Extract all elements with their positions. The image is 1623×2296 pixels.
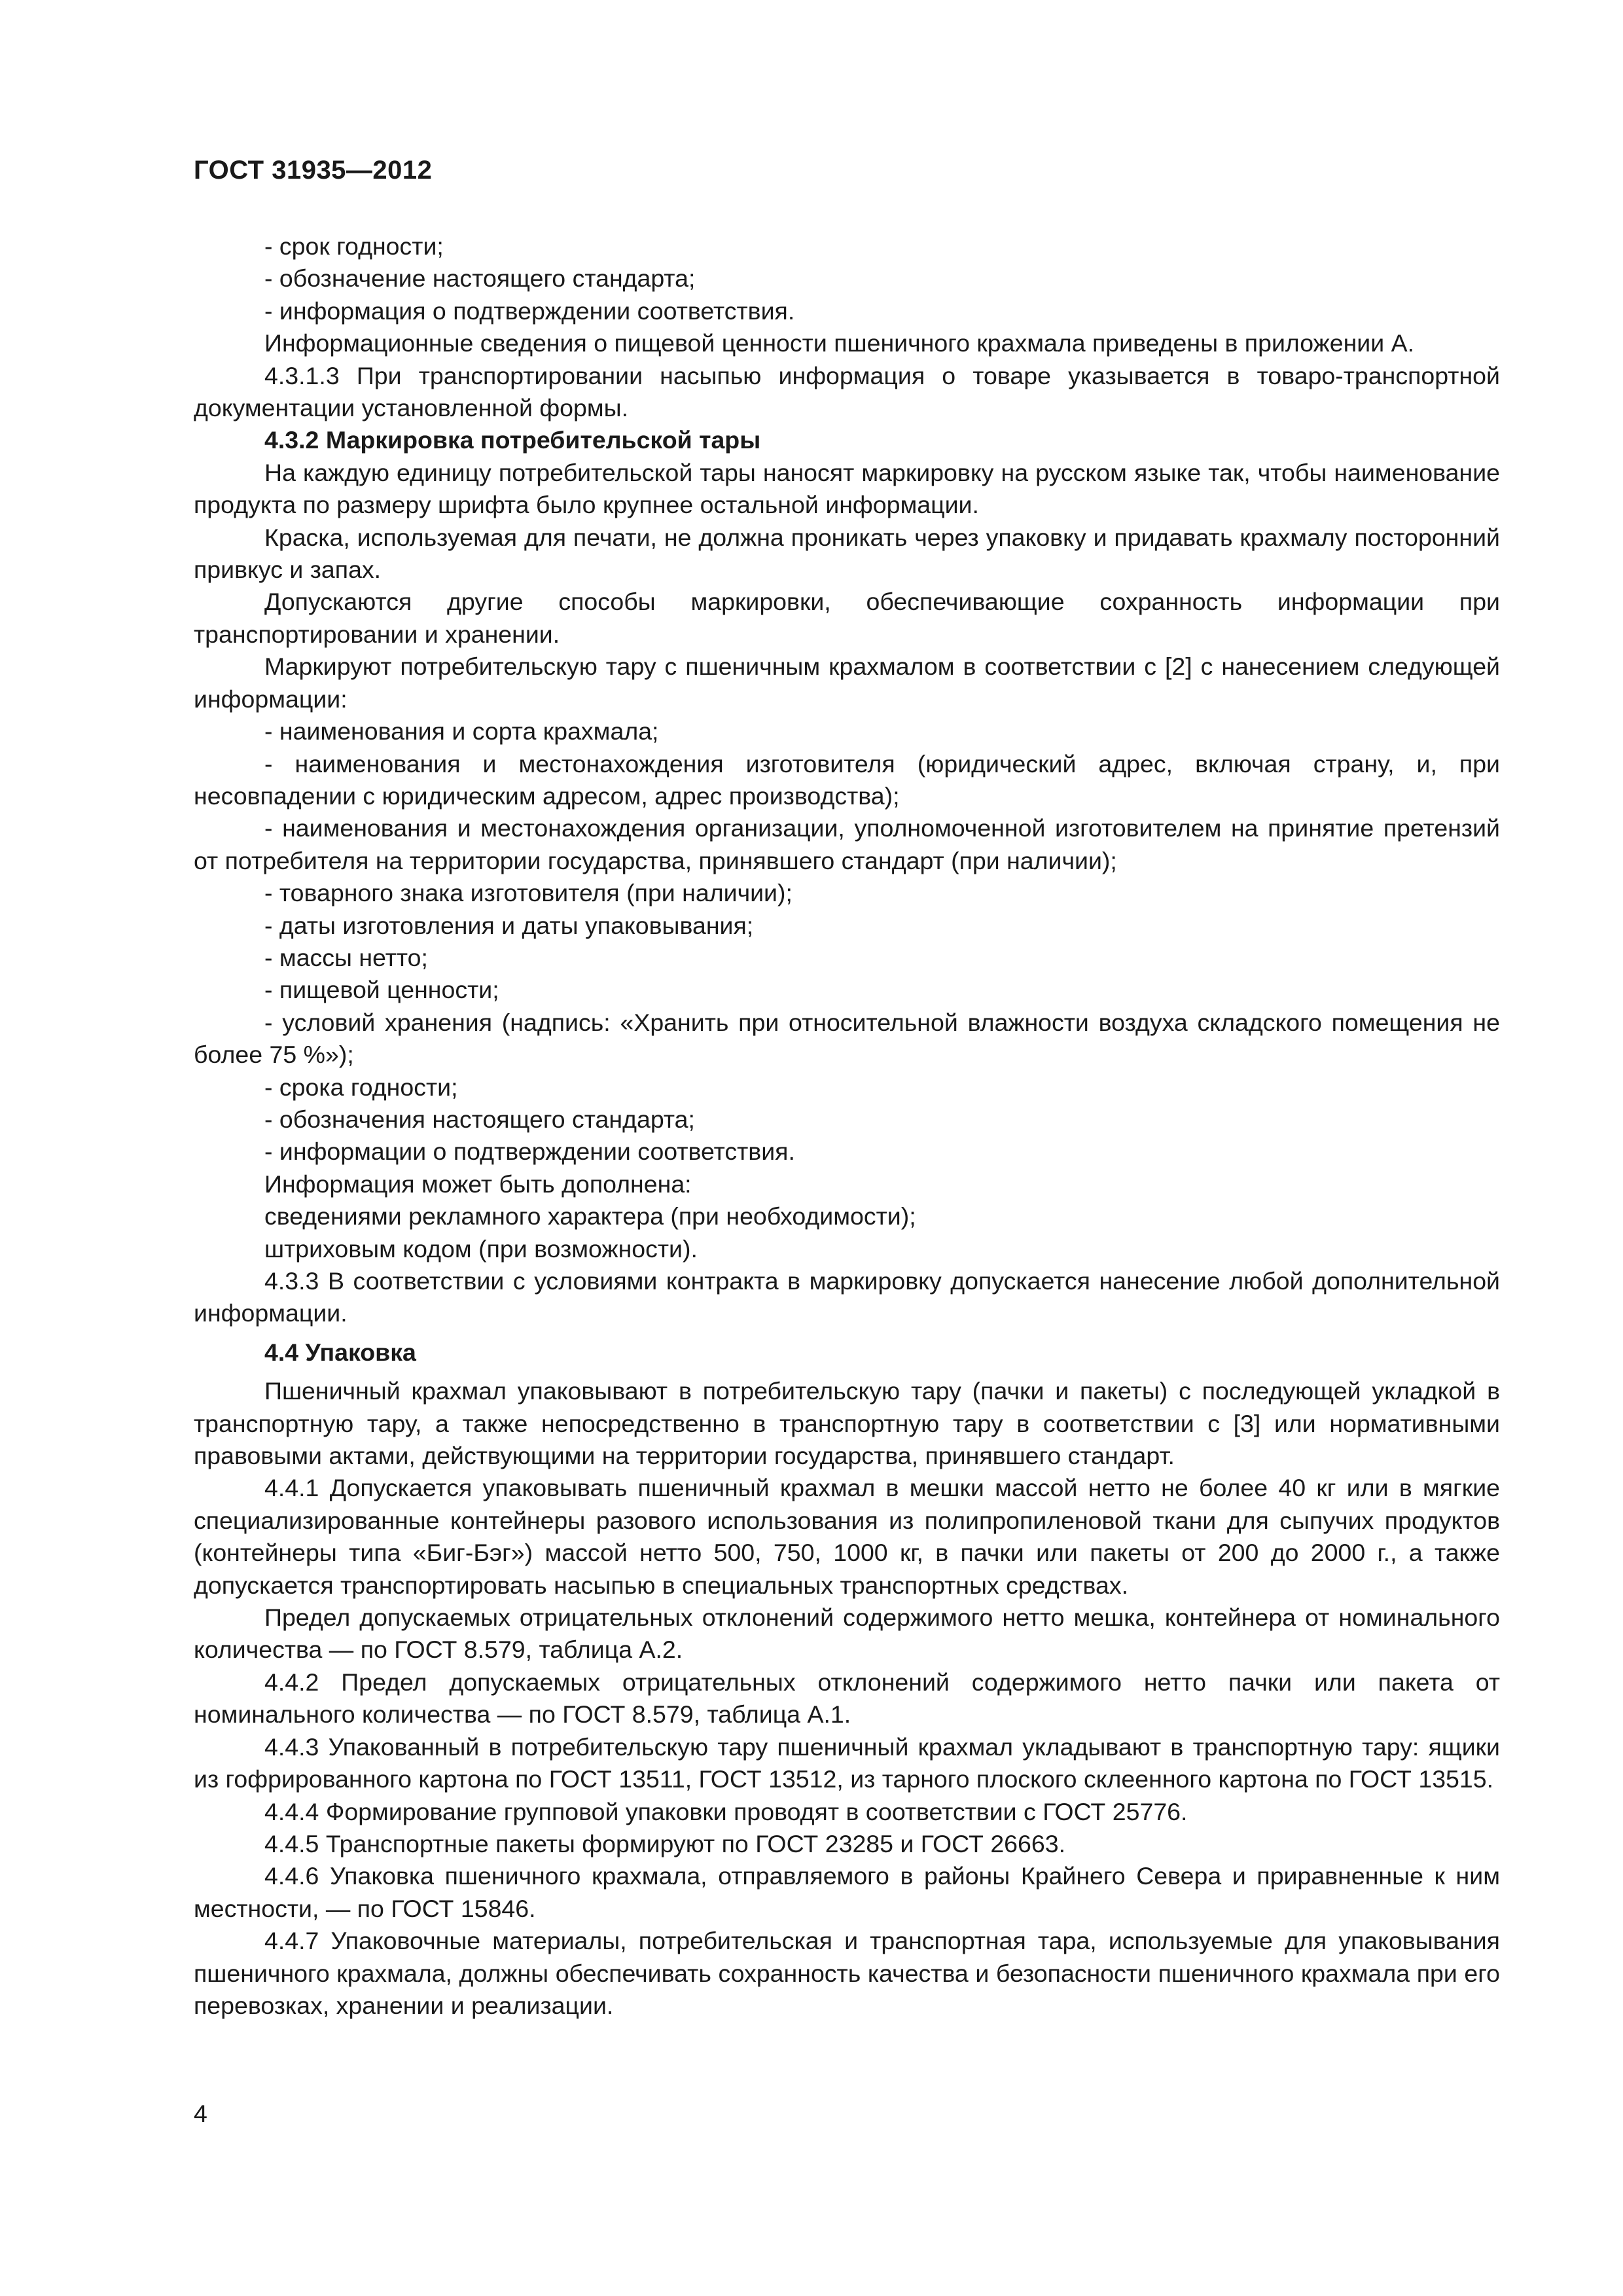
list-item: - срок годности; <box>264 232 444 260</box>
list-item: - обозначение настоящего стандарта; <box>264 264 696 293</box>
paragraph: Допускаются другие способы маркировки, обеспечивающие сохранность информации при транспортировании и хранении. <box>194 588 1500 648</box>
list-item: - пищевой ценности; <box>264 976 499 1004</box>
page-number: 4 <box>194 2100 207 2127</box>
paragraph: штриховым кодом (при возможности). <box>264 1234 698 1263</box>
paragraph: Маркируют потребительскую тару с пшеничным крахмалом в соответствии с [2] с нанесением следующей информации: <box>194 653 1500 713</box>
paragraph: Краска, используемая для печати, не должна проникать через упаковку и придавать крахмалу посторонний привкус и запах. <box>194 523 1500 584</box>
list-item: - информация о подтверждении соответствия. <box>264 296 795 325</box>
list-item: - обозначения настоящего стандарта; <box>264 1105 695 1133</box>
list-item: - наименования и местонахождения организации, уполномоченной изготовителем на принятие претензий от потребителя на территории государства, принявшего стандарт (при наличии); <box>194 814 1500 874</box>
paragraph: Пшеничный крахмал упаковывают в потребительскую тару (пачки и пакеты) с последующей укладкой в транспортную тару, а также непосредственно в транспортную тару в соответствии с [3] или нормативными правовыми актами, действующими на территории государства, принявшего стандарт. <box>194 1377 1500 1470</box>
paragraph: сведениями рекламного характера (при необходимости); <box>264 1202 916 1230</box>
paragraph: 4.4.1 Допускается упаковывать пшеничный крахмал в мешки массой нетто не более 40 кг или в мягкие специализированные контейнеры разового использования из полипропиленовой ткани для сыпучих продуктов (контейнеры типа «Биг-Бэг») массой нетто 500, 750, 1000 кг, в пачки или пакеты от 200 до 2000 г., а также допускается транспортировать насыпью в специальных транспортных средствах. <box>194 1474 1500 1599</box>
page-header: ГОСТ 31935—2012 <box>194 156 433 185</box>
section-heading: 4.4 Упаковка <box>264 1338 416 1366</box>
list-item: - массы нетто; <box>264 943 428 971</box>
list-item: - даты изготовления и даты упаковывания; <box>264 911 754 939</box>
document-body <box>194 230 1500 2022</box>
paragraph: 4.3.3 В соответствии с условиями контракта в маркировку допускается нанесение любой дополнительной информации. <box>194 1267 1500 1327</box>
list-item: - информации о подтверждении соответствия. <box>264 1138 795 1166</box>
list-item: - наименования и сорта крахмала; <box>264 717 659 745</box>
paragraph: Информационные сведения о пищевой ценности пшеничного крахмала приведены в приложении А. <box>264 329 1415 357</box>
paragraph: Информация может быть дополнена: <box>264 1170 692 1198</box>
paragraph: Предел допускаемых отрицательных отклонений содержимого нетто мешка, контейнера от номинального количества — по ГОСТ 8.579, таблица А.2. <box>194 1604 1500 1664</box>
paragraph: 4.4.2 Предел допускаемых отрицательных отклонений содержимого нетто пачки или пакета от номинального количества — по ГОСТ 8.579, таблица А.1. <box>194 1668 1500 1729</box>
paragraph: 4.4.3 Упакованный в потребительскую тару пшеничный крахмал укладывают в транспортную тару: ящики из гофрированного картона по ГОСТ 13511, ГОСТ 13512, из тарного плоского склеенного картона по ГОСТ 13515. <box>194 1732 1500 1793</box>
section-heading: 4.3.2 Маркировка потребительской тары <box>264 426 761 454</box>
paragraph: 4.4.5 Транспортные пакеты формируют по ГОСТ 23285 и ГОСТ 26663. <box>264 1829 1066 1857</box>
list-item: - товарного знака изготовителя (при наличии); <box>264 879 793 907</box>
list-item: - срока годности; <box>264 1073 458 1101</box>
paragraph: 4.3.1.3 При транспортировании насыпью информация о товаре указывается в товаро-транспортной документации установленной формы. <box>194 361 1500 422</box>
paragraph: 4.4.6 Упаковка пшеничного крахмала, отправляемого в районы Крайнего Севера и приравненные к ним местности, — по ГОСТ 15846. <box>194 1862 1500 1922</box>
paragraph: 4.4.7 Упаковочные материалы, потребительская и транспортная тара, используемые для упаковывания пшеничного крахмала, должны обеспечивать сохранность качества и безопасности пшеничного крахмала при его перевозках, хранении и реализации. <box>194 1927 1500 2019</box>
paragraph: На каждую единицу потребительской тары наносят маркировку на русском языке так, чтобы наименование продукта по размеру шрифта было крупнее остальной информации. <box>194 458 1500 519</box>
list-item: - условий хранения (надпись: «Хранить при относительной влажности воздуха складского помещения не более 75 %»); <box>194 1008 1500 1069</box>
paragraph: 4.4.4 Формирование групповой упаковки проводят в соответствии с ГОСТ 25776. <box>264 1797 1188 1825</box>
list-item: - наименования и местонахождения изготовителя (юридический адрес, включая страну, и, при несовпадении с юридическим адресом, адрес производства); <box>194 749 1500 810</box>
